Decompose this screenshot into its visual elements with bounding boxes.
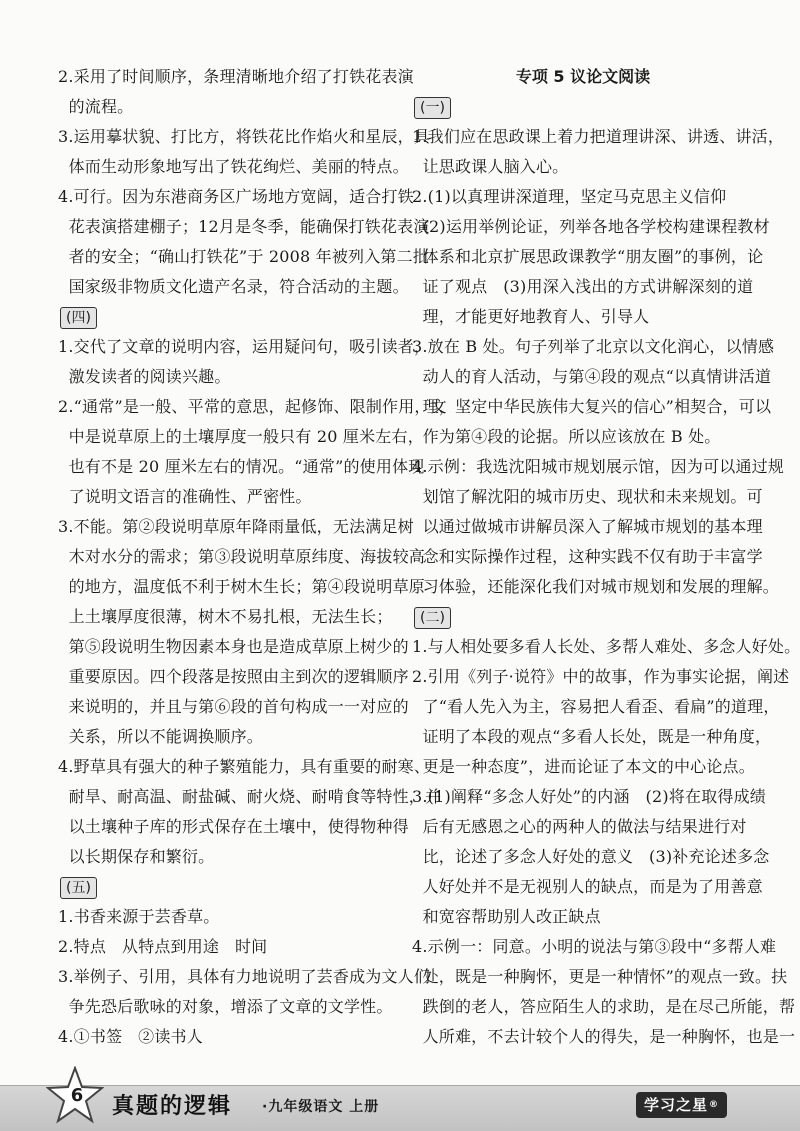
answer-line: 者的安全；“确山打铁花”于 2008 年被列入第二批 [58,247,430,266]
grade-label: ·九年级语文 上册 [262,1099,380,1115]
answer-line: 和宽容帮助别人改正缺点 [412,907,601,926]
page-number: 6 [70,1085,84,1106]
answer-line: 后有无感恩之心的两种人的做法与结果进行对 [412,817,747,836]
answer-line: 4.示例：我选沈阳城市规划展示馆，因为可以通过规 [412,457,785,476]
answer-line: 2.特点 从特点到用途 时间 [58,937,268,956]
publisher-logo [636,1092,727,1118]
answer-line: 第⑤段说明生物因素本身也是造成草原上树少的 [58,637,409,656]
answer-line: 1.交代了文章的说明内容，运用疑问句，吸引读者， [58,337,431,356]
answer-line: 比，论述了多念人好处的意义 (3)补充论述多念 [412,847,770,866]
answer-line: 以土壤种子库的形式保存在土壤中，使得物种得 [58,817,409,836]
section-tag: (二) [414,607,451,629]
answer-line: 4.野草具有强大的种子繁殖能力，具有重要的耐寒、 [58,757,431,776]
answer-line: 来说明的，并且与第⑥段的首句构成一一对应的 [58,697,409,716]
logo-text: 学习之星 [644,1096,709,1114]
answer-line: 体而生动形象地写出了铁花绚烂、美丽的特点。 [58,157,409,176]
section-tag-row [58,872,393,902]
answer-line: 4.示例一：同意。小明的说法与第③段中“多帮人难 [412,937,777,956]
answer-line: 花表演搭建棚子；12月是冬季，能确保打铁花表演 [58,217,430,236]
answer-line: 激发读者的阅读兴趣。 [58,367,231,386]
answer-line: 关系，所以不能调换顺序。 [58,727,263,746]
answer-line: 证明了本段的观点“多看人长处，既是一种角度， [412,727,772,746]
answer-line: 了“看人先入为主，容易把人看歪、看扁”的道理， [412,697,780,716]
answer-line: 1.与人相处要多看人长处、多帮人难处、多念人好处。 [412,637,800,656]
answer-line: 2.“通常”是一般、平常的意思，起修饰、限制作用，文 [58,397,447,416]
answer-line: 习体验，还能深化我们对城市规划和发展的理解。 [412,577,779,596]
registered-mark: ® [709,1100,720,1110]
answer-line: 重要原因。四个段落是按照由主到次的逻辑顺序 [58,667,409,686]
answer-line: 3.运用摹状貌、打比方，将铁花比作焰火和星辰，具 [58,127,431,146]
answer-line: 划馆了解沈阳的城市历史、现状和未来规划。可 [412,487,763,506]
answer-line: 人好处并不是无视别人的缺点，而是为了用善意 [412,877,763,896]
right-column [412,62,800,1052]
answer-line: 4.①书签 ②读书人 [58,1027,203,1046]
answer-line: 体系和北京扩展思政课教学“朋友圈”的事例，论 [412,247,764,266]
answer-line: 中是说草原上的土壤厚度一般只有 20 厘米左右， [58,427,424,446]
answer-line: 也有不是 20 厘米左右的情况。“通常”的使用体现 [58,457,425,476]
answer-line: 耐旱、耐高温、耐盐碱、耐火烧、耐啃食等特性，并 [58,787,442,806]
answer-line: 3.(1)阐释“多念人好处”的内涵 (2)将在取得成绩 [412,787,767,806]
answer-line: 3.放在 B 处。句子列举了北京以文化润心，以情感 [412,337,775,356]
answer-line: 以通过做城市讲解员深入了解城市规划的基本理 [412,517,763,536]
answer-line: 的流程。 [58,97,134,116]
answer-line: 4.可行。因为东港商务区广场地方宽阔，适合打铁 [58,187,414,206]
section-tag: (四) [60,307,97,329]
answer-line: 2.采用了时间顺序，条理清晰地介绍了打铁花表演 [58,67,414,86]
answer-line: 人所难，不去计较个人的得失，是一种胸怀，也是一 [412,1027,796,1046]
answer-line: 念和实际操作过程，这种实践不仅有助于丰富学 [412,547,763,566]
left-column [58,62,447,1052]
answer-line: 理，才能更好地教育人、引导人 [412,307,650,326]
answer-line: 更是一种态度”，进而论证了本文的中心论点。 [412,757,755,776]
answer-line: 3.举例子、引用，具体有力地说明了芸香成为文人们 [58,967,431,986]
answer-line: 了说明文语言的准确性、严密性。 [58,487,312,506]
answer-line: 2.引用《列子·说符》中的故事，作为事实论据，阐述 [412,667,790,686]
answer-line: 理，坚定中华民族伟大复兴的信心”相契合，可以 [412,397,772,416]
section-tag-row [412,602,754,632]
answer-line: 1.我们应在思政课上着力把道理讲深、讲透、讲活， [412,127,785,146]
answer-line: 动人的育人活动，与第④段的观点“以真情讲活道 [412,367,772,386]
section-tag-row [412,92,754,122]
section-tag-row [58,302,393,332]
answer-line: 以长期保存和繁衍。 [58,847,215,866]
answer-line: 的地方，温度低不利于树木生长；第④段说明草原 [58,577,425,596]
answer-line: 2.(1)以真理讲深道理，坚定马克思主义信仰 [412,187,727,206]
answer-line: 国家级非物质文化遗产名录，符合活动的主题。 [58,277,409,296]
answer-line: 3.不能。第②段说明草原年降雨量低，无法满足树 [58,517,414,536]
book-title: 真题的逻辑 [112,1094,233,1119]
answer-line: 1.书香来源于芸香草。 [58,907,220,926]
answer-line: 木对水分的需求；第③段说明草原纬度、海拔较高 [58,547,425,566]
section-title: 专项 5 议论文阅读 [515,67,651,86]
answer-line: (2)运用举例论证，列举各地各学校构建课程教材 [412,217,770,236]
section-tag: (五) [60,877,97,899]
answer-line: 争先恐后歌咏的对象，增添了文章的文学性。 [58,997,393,1016]
answer-line: 上土壤厚度很薄，树木不易扎根，无法生长； [58,607,393,626]
answer-line: 作为第④段的论据。所以应该放在 B 处。 [412,427,721,446]
answer-line: 处，既是一种胸怀，更是一种情怀”的观点一致。扶 [412,967,788,986]
answer-line: 让思政课人脑入心。 [412,157,569,176]
answer-line: 证了观点 (3)用深入浅出的方式讲解深刻的道 [412,277,754,296]
answer-line: 跌倒的老人，答应陌生人的求助，是在尽己所能，帮 [412,997,796,1016]
section-tag: (一) [414,97,451,119]
